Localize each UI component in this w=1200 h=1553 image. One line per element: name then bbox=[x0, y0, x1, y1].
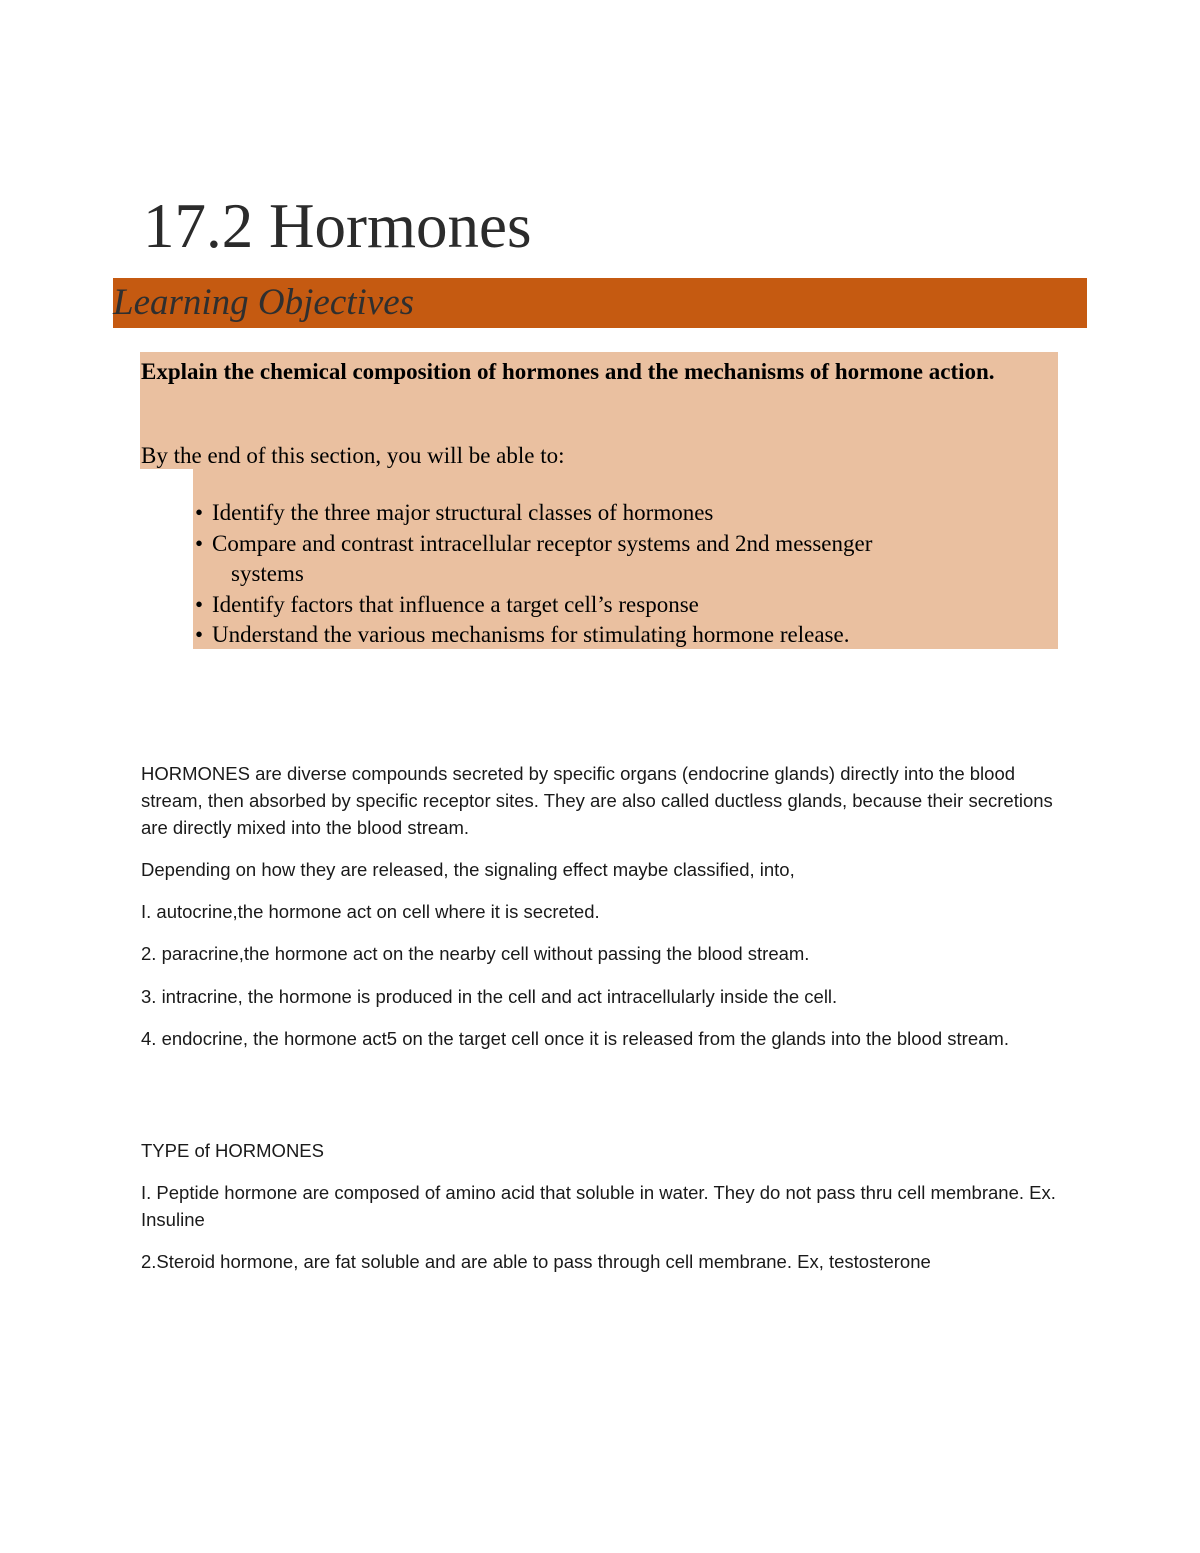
objectives-intro: By the end of this section, you will be able to: bbox=[141, 443, 565, 468]
objective-item bbox=[195, 529, 1055, 590]
objective-item bbox=[195, 498, 1055, 529]
objectives-lead: Explain the chemical composition of hormones and the mechanisms of hormone action. bbox=[141, 359, 995, 384]
intracrine-paragraph: 3. intracrine, the hormone is produced in the cell and act intracellularly inside the cell. bbox=[141, 986, 838, 1007]
paracrine-paragraph: 2. paracrine,the hormone act on the nearby cell without passing the blood stream. bbox=[141, 943, 810, 964]
steroid-hormone-paragraph: 2.Steroid hormone, are fat soluble and are able to pass through cell membrane. Ex, testosterone bbox=[141, 1251, 931, 1272]
objective-text: Identify the three major structural classes of hormones bbox=[212, 500, 714, 525]
objective-text: Understand the various mechanisms for stimulating hormone release. bbox=[212, 622, 850, 647]
peptide-hormone-paragraph: I. Peptide hormone are composed of amino acid that soluble in water. They do not pass thru cell membrane. Ex. Insuline bbox=[141, 1182, 1056, 1230]
page-title: 17.2 Hormones bbox=[143, 191, 532, 261]
hormones-definition-paragraph: HORMONES are diverse compounds secreted by specific organs (endocrine glands) directly into the blood stream, then absorbed by specific receptor sites. They are also called ductless glands, because their secretions are directly mixed into the blood stream. bbox=[141, 763, 1053, 838]
signaling-classification-paragraph: Depending on how they are released, the signaling effect maybe classified, into, bbox=[141, 859, 795, 880]
objective-item bbox=[195, 590, 1055, 621]
types-of-hormones-heading: TYPE of HORMONES bbox=[141, 1140, 324, 1161]
autocrine-paragraph: I. autocrine,the hormone act on cell where it is secreted. bbox=[141, 901, 600, 922]
bullet-icon: • bbox=[195, 500, 204, 525]
objective-text: Compare and contrast intracellular receptor systems and 2nd messenger bbox=[212, 530, 873, 556]
learning-objectives-heading: Learning Objectives bbox=[113, 282, 415, 323]
endocrine-paragraph: 4. endocrine, the hormone act5 on the target cell once it is released from the glands into the blood stream. bbox=[141, 1028, 1009, 1049]
objective-item bbox=[195, 620, 1055, 651]
objective-text: Identify factors that influence a target cell’s response bbox=[212, 591, 699, 617]
bullet-icon: • bbox=[195, 591, 204, 617]
bullet-icon: • bbox=[195, 622, 204, 647]
objective-text-continuation: systems bbox=[231, 561, 304, 586]
learning-objectives-banner bbox=[113, 278, 1087, 328]
bullet-icon: • bbox=[195, 530, 204, 556]
objectives-list bbox=[195, 498, 1055, 651]
